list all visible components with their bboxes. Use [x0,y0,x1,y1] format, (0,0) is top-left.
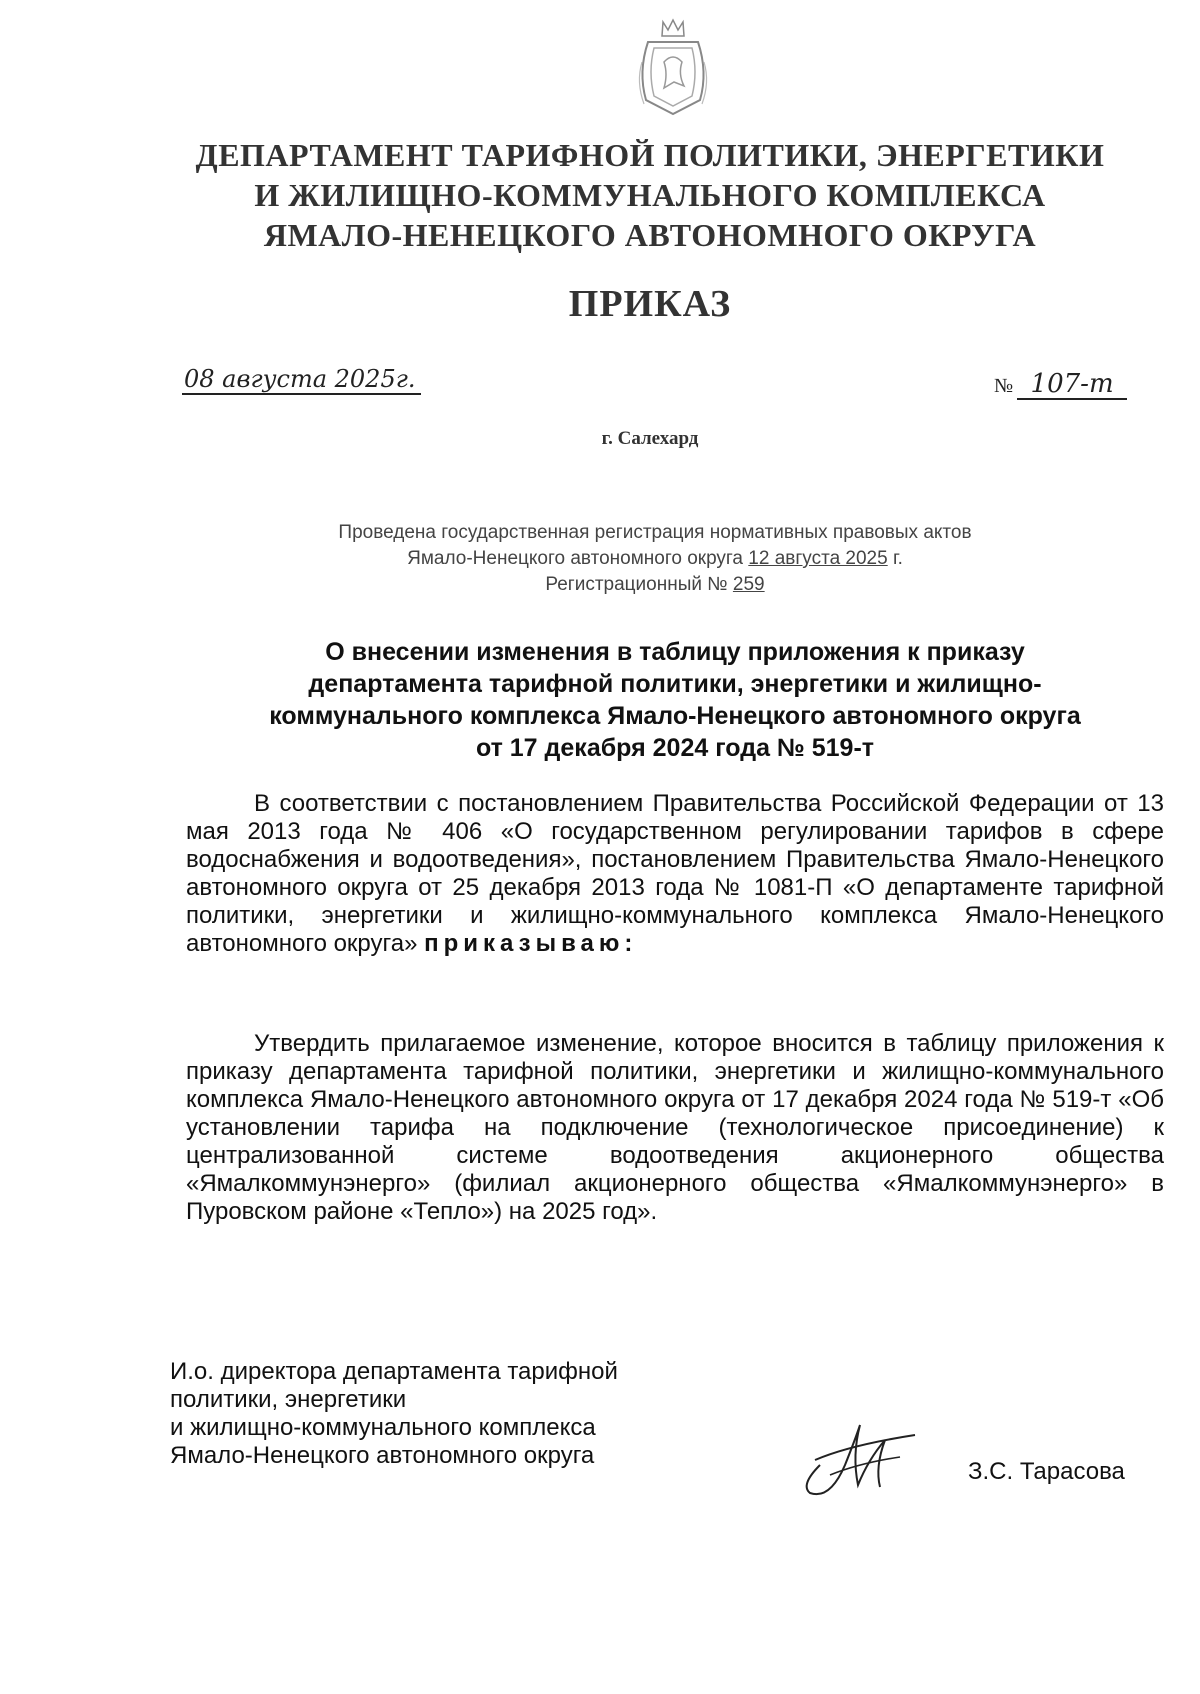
registration-number-label: Регистрационный № [545,574,728,595]
department-name [150,135,1150,255]
subject-line-4: от 17 декабря 2024 года № 519-т [475,734,875,762]
signatory-name: З.С. Тарасова [968,1458,1125,1485]
department-line-3: ЯМАЛО-НЕНЕЦКОГО АВТОНОМНОГО ОКРУГА [263,217,1037,253]
signatory-title-line-4: Ямало-Ненецкого автономного округа [170,1442,595,1469]
document-type-title: ПРИКАЗ [568,283,732,325]
signatory-title-line-2: политики, энергетики [170,1386,407,1413]
order-paragraph [186,1030,1164,1226]
subject-line-3: коммунального комплекса Ямало-Ненецкого автономного округа [269,702,1081,730]
registration-note [230,520,1080,598]
city: г. Салехард [601,428,699,449]
order-paragraph-text: Утвердить прилагаемое изменение, которое вносится в таблицу приложения к приказу департамента тарифной политики, энергетики и жилищно-коммунального комплекса Ямало-Ненецкого автономного округа от 17 декабря 2024 года № 519-т «Об установлении тарифа на подключение (технологическое присоединение) к централизованной системе водоотведения акционерного общества «Ямалкоммунэнерго» (филиал акционерного общества «Ямалкоммунэнерго» в Пуровском районе «Тепло») на 2025 год». [186,1030,1164,1225]
subject-line-1: О внесении изменения в таблицу приложения к приказу [325,638,1025,666]
registration-region: Ямало-Ненецкого автономного округа [407,548,744,569]
handwritten-signature [790,1405,920,1505]
registration-line-1: Проведена государственная регистрация нормативных правовых актов [338,522,972,543]
signatory-title-line-3: и жилищно-коммунального комплекса [170,1414,596,1441]
registration-line-3 [230,572,1080,598]
order-number-value: 107-т [1017,370,1127,400]
order-subject [200,636,1150,764]
order-number [994,370,1127,400]
preamble-text: В соответствии с постановлением Правительства Российской Федерации от 13 мая 2013 года № 406 «О государственном регулировании тарифов в сфере водоснабжения и водоотведения», постановлением Правительства Ямало-Ненецкого автономного округа от 25 декабря 2013 года № 1081-П «О департаменте тарифной политики, энергетики и жилищно-коммунального комплекса Ямало-Ненецкого автономного округа» [186,790,1164,957]
registration-date: 12 августа 2025 [748,548,888,569]
department-line-1: ДЕПАРТАМЕНТ ТАРИФНОЙ ПОЛИТИКИ, ЭНЕРГЕТИКИ [195,137,1105,173]
registration-line-2 [230,546,1080,572]
subject-line-2: департамента тарифной политики, энергетики и жилищно- [308,670,1042,698]
preamble-paragraph [186,790,1164,958]
signatory-title-line-1: И.о. директора департамента тарифной [170,1358,618,1385]
order-number-prefix: № [994,375,1014,397]
registration-number: 259 [732,574,765,595]
department-line-2: И ЖИЛИЩНО-КОММУНАЛЬНОГО КОМПЛЕКСА [254,177,1046,213]
order-action-word: приказываю: [424,930,638,957]
registration-year-suffix: г. [892,548,903,569]
coat-of-arms-emblem [628,12,718,122]
order-date: 08 августа 2025г. [182,365,421,395]
signatory-title [170,1358,770,1470]
